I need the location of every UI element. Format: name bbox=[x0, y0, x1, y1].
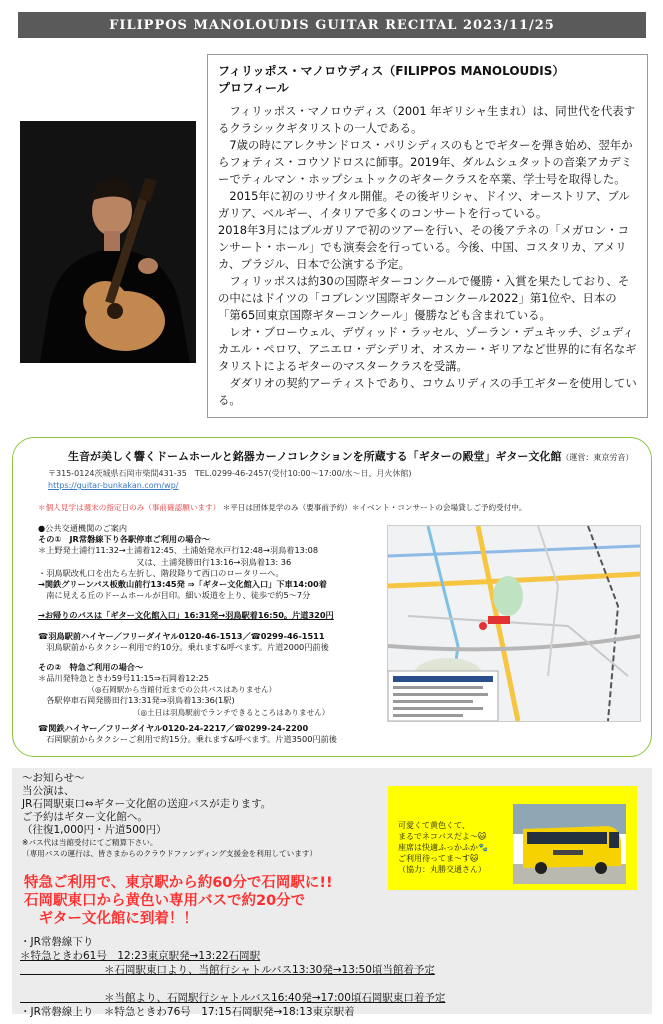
bus-line: まるでネコバスだよ～🐱 bbox=[398, 832, 487, 841]
banner-title: FILIPPOS MANOLOUDIS GUITAR RECITAL 2023/11/25 bbox=[109, 17, 555, 33]
notice-line: （往復1,000円・片道500円） bbox=[22, 824, 167, 836]
bus-message bbox=[398, 820, 488, 875]
museum-operator: （運営：東京労音） bbox=[561, 453, 634, 462]
schedule-line: ＊特急ときわ61号 12:23東京駅発→13:22石岡駅 bbox=[20, 950, 261, 962]
profile-paragraph: 7歳の時にアレクサンドロス・パリシディスのもとでギターを弾き始め、翌年からフォティス・コウソドロスに師事。2019年、ダルムシュタットの音楽アカデミーでティルマン・ホップシュトックのギタークラスを卒業、学士号を取得した。 bbox=[218, 138, 633, 186]
access-line: 又は、土浦発勝田行13:16→羽鳥着13: 36 bbox=[38, 556, 292, 567]
museum-title: 生音が美しく響くドームホールと銘器カーノコレクションを所蔵する「ギターの殿堂」ギター文化館（運営：東京労音） bbox=[68, 450, 634, 463]
profile-paragraph: 2015年に初のリサイタル開催。その後ギリシャ、ドイツ、オーストリア、ブルガリア、ベルギー、イタリアで多くのコンサートを行っている。 bbox=[218, 189, 630, 220]
museum-address: 〒315-0124茨城県石岡市柴間431-35 TEL.0299-46-2457(受付10:00～17:00/水～日、月火休館) bbox=[48, 469, 412, 478]
bus-line: 可愛くて黄色くて、 bbox=[398, 821, 470, 830]
profile-paragraph: レオ・ブローウェル、デヴィッド・ラッセル、ゾーラン・デュキッチ、ジュディカエル・ペロワ、アニエロ・デシデリオ、オスカー・ギリアなど世界的に有名なギタリストによるギターのマスタークラスを受講。 bbox=[218, 325, 637, 373]
profile-paragraph: ダダリオの契約アーティストであり、コウムリディスの手工ギターを使用している。 bbox=[218, 376, 637, 407]
schedule-line: ・JR常磐線下り bbox=[20, 936, 94, 948]
visit-notes bbox=[38, 502, 526, 513]
access-line: ＊上野発土浦行11:32→土浦着12:45、土浦始発水戸行12:48→羽鳥着13:08 bbox=[38, 545, 319, 556]
highlight-line: ギター文化館に到着！！ bbox=[24, 911, 198, 927]
highlight-line: 石岡駅東口から黄色い専用バスで約20分で bbox=[24, 893, 306, 909]
access-line: 各駅停車石岡発勝田行13:31発⇒羽鳥着13:36(1駅) bbox=[38, 695, 235, 706]
schedule-line: ＊石岡駅東口より、当館行シャトルバス13:30発→13:50頃当館着予定 bbox=[20, 964, 435, 976]
notice-line: ～お知らせ～ bbox=[22, 772, 85, 784]
access-line: （◎石岡駅から当館付近までの公共バスはありません） bbox=[38, 685, 277, 695]
access-line: →関鉄グリーンバス板敷山前行13:45発 ⇒「ギター文化館入口」下車14:00着 bbox=[38, 579, 327, 590]
notice-small-line: ※バス代は当館受付にてご精算下さい。 bbox=[22, 838, 158, 847]
bus-line: （協力：丸勝交通さん） bbox=[398, 865, 486, 874]
bus-line: 座席は快適ふっかふか🐾 bbox=[398, 843, 488, 852]
access-line: 羽鳥駅前からタクシー利用で約10分。乗れます&呼べます。片道2000円前後 bbox=[38, 641, 329, 652]
profile-name: フィリッポス・マノロウディス（FILIPPOS MANOLOUDIS） bbox=[218, 64, 565, 78]
museum-info-box bbox=[12, 437, 652, 757]
access-line: ●公共交通機関のご案内 bbox=[38, 523, 128, 533]
notice-line: JR石岡駅東口⇔ギター文化館の送迎バスが走ります。 bbox=[22, 798, 272, 810]
profile-paragraph: 2018年3月にはブルガリアで初のツアーを行い、その後アテネの「メガロン・コンサート・ホール」でも演奏会を行っている。今後、中国、コスタリカ、アメリカ、ブラジル、日本で公演する予定。 bbox=[218, 223, 629, 271]
access-line: ＊品川発特急ときわ59号11:15⇒石岡着12:25 bbox=[38, 673, 209, 684]
yellow-bus-photo bbox=[513, 804, 626, 884]
highlight-line: 特急ご利用で、東京駅から約60分で石岡駅に!! bbox=[24, 875, 333, 891]
recital-banner bbox=[18, 12, 646, 38]
performer-photo bbox=[20, 121, 196, 363]
visit-note-red: ＊個人見学は週末の指定日のみ（事前確認願います） bbox=[38, 503, 221, 512]
access-line: ☎羽鳥駅前ハイヤー／フリーダイヤル0120-46-1513／☎0299-46-1511 bbox=[38, 630, 325, 641]
train-schedule bbox=[20, 935, 445, 1019]
visit-note: ＊平日は団体見学のみ（要事前予約）＊イベント・コンサートの会場貸しご予約受付中。 bbox=[222, 503, 527, 512]
shuttle-bus-panel bbox=[388, 786, 637, 890]
access-guide bbox=[38, 523, 383, 745]
profile-heading: プロフィール bbox=[218, 81, 289, 95]
access-line: その① JR常磐線下り各駅停車ご利用の場合～ bbox=[38, 534, 210, 545]
access-line: （◎土日は羽鳥駅前でランチできるところはありません） bbox=[38, 707, 330, 717]
access-line: ☎関鉄ハイヤー／フリーダイヤル0120-24-2217／☎0299-24-2200 bbox=[38, 722, 309, 733]
shuttle-notice bbox=[22, 772, 317, 859]
express-highlight bbox=[24, 874, 333, 928]
access-line: →お帰りのバスは「ギター文化館入口」16:31発→羽鳥駅着16:50。片道320円 bbox=[38, 610, 334, 621]
notice-line: ご予約はギター文化館へ。 bbox=[22, 811, 148, 823]
access-line: その② 特急ご利用の場合～ bbox=[38, 662, 144, 673]
schedule-line: ・JR常磐線上り ＊特急ときわ76号 17:15石岡駅発→18:13東京駅着 bbox=[20, 1006, 355, 1018]
schedule-line: ＊当館より、石岡駅行シャトルバス16:40発→17:00頃石岡駅東口着予定 bbox=[20, 992, 446, 1004]
profile-box bbox=[207, 54, 648, 418]
notice-line: 当公演は、 bbox=[22, 785, 75, 797]
area-map bbox=[387, 525, 641, 722]
access-line: 石岡駅前からタクシーご利用で約15分。乗れます&呼べます。片道3500円前後 bbox=[38, 733, 337, 744]
profile-paragraph: フィリッポス・マノロウディス（2001 年ギリシャ生まれ）は、同世代を代表するクラシックギタリストの一人である。 bbox=[218, 104, 636, 135]
access-line: 南に見える丘のドームホールが目印。細い坂道を上り、徒歩で約5～7分 bbox=[38, 590, 311, 601]
bus-line: ご利用待ってま～す🐱 bbox=[398, 854, 479, 863]
notice-small-line: （専用バスの運行は、皆さまからのクラウドファンディング支援金を利用しています） bbox=[22, 849, 318, 858]
profile-paragraph: フィリッポスは約30の国際ギターコンクールで優勝・入賞を果たしており、その中にはドイツの「コブレンツ国際ギターコンクール2022」第1位や、日本の「第65回東京国際ギターコンクール」優勝なども含まれている。 bbox=[218, 274, 630, 322]
access-line: ・羽鳥駅改札口を出たら左折し、階段降りて西口のロータリーへ。 bbox=[38, 567, 284, 578]
museum-website-link[interactable]: https://guitar-bunkakan.com/wp/ bbox=[48, 481, 179, 490]
